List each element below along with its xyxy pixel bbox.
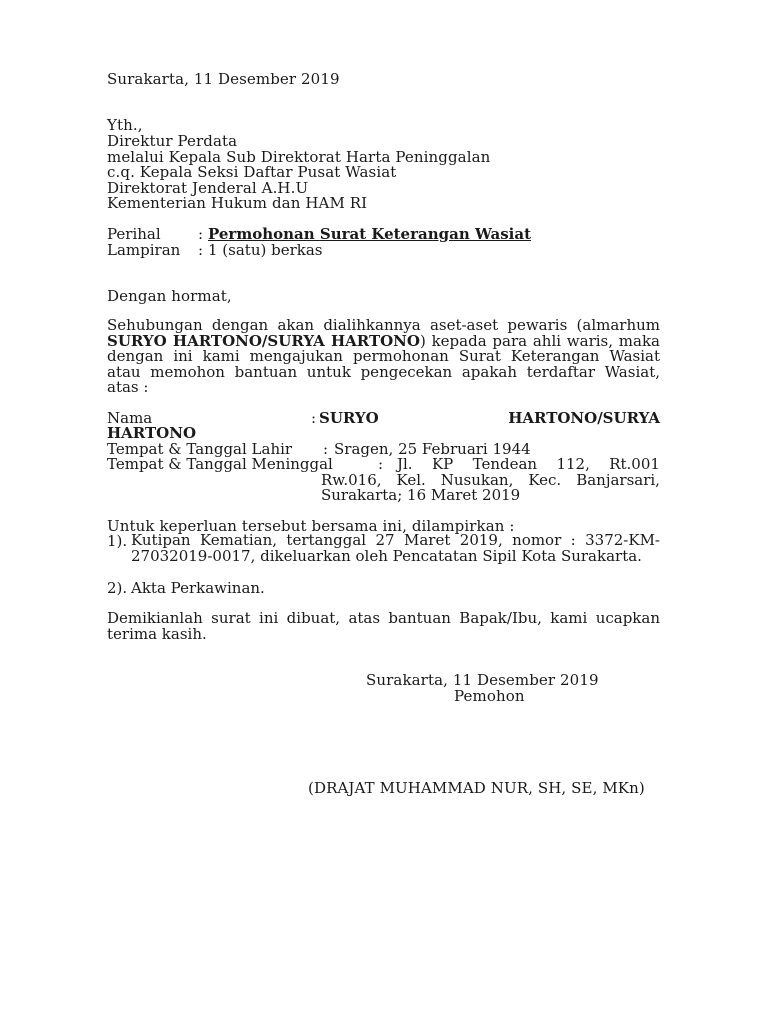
nama-label: Nama (107, 409, 153, 427)
address-word: Rw.016, (321, 471, 382, 489)
address-word: Jl. (397, 455, 413, 473)
recipient-line: Direktur Perdata (107, 132, 238, 150)
attachment-text: Kutipan Kematian, tertanggal 27 Maret 2019, nomor : 3372-KM-27032019-0017, dikeluarkan oleh Pencatatan Sipil Kota Surakarta. (131, 531, 660, 565)
body-intro-part2: ) kepada para ahli waris, maka dengan ini kami mengajukan permohonan Surat Keterangan Wasiat atau memohon bantuan untuk pengecekan apakah terdaftar Wasiat, atas : (107, 331, 660, 396)
meninggal-sep: : (378, 455, 384, 473)
meninggal-address-line3: Surakarta; 16 Maret 2019 (321, 486, 521, 504)
address-word: KP (431, 455, 454, 473)
lahir-value: Sragen, 25 Februari 1944 (334, 440, 531, 458)
meninggal-label: Tempat & Tanggal Meninggal (107, 455, 333, 473)
recipient-line: c.q. Kepala Seksi Daftar Pusat Wasiat (107, 163, 397, 181)
letter-date: Surakarta, 11 Desember 2019 (107, 70, 340, 88)
attachment-number: 1). (107, 532, 128, 550)
address-word: Banjarsari, (576, 471, 660, 489)
perihal-value: Permohonan Surat Keterangan Wasiat (208, 225, 532, 243)
address-word: Kel. (396, 471, 426, 489)
lampiran-value: 1 (satu) berkas (208, 241, 323, 259)
heir-name-bold: SURYO HARTONO/SURYA HARTONO (107, 331, 420, 350)
signatory-name: (DRAJAT MUHAMMAD NUR, SH, SE, MKn) (308, 779, 645, 797)
recipient-line: Direktorat Jenderal A.H.U (107, 179, 309, 197)
recipient-salutation: Yth., (107, 116, 143, 134)
signature-role: Pemohon (454, 687, 525, 705)
closing-paragraph: Demikianlah surat ini dibuat, atas bantuan Bapak/Ibu, kami ucapkan terima kasih. (107, 609, 660, 643)
perihal-sep: : (198, 225, 204, 243)
recipient-line: melalui Kepala Sub Direktorat Harta Peninggalan (107, 148, 491, 166)
lahir-sep: : (323, 440, 329, 458)
attachments-intro: Untuk keperluan tersebut bersama ini, dilampirkan : (107, 517, 515, 535)
address-word: Kec. (528, 471, 562, 489)
nama-sep: : (311, 409, 317, 427)
address-word: 112, (556, 455, 590, 473)
body-intro-part1: Sehubungan dengan akan dialihkannya aset-aset pewaris (almarhum (107, 316, 660, 334)
nama-value-line1 (319, 410, 660, 427)
lampiran-label: Lampiran (107, 241, 181, 259)
address-word: Nusukan, (440, 471, 514, 489)
greeting: Dengan hormat, (107, 287, 232, 305)
nama-value-line2: HARTONO (107, 424, 197, 442)
perihal-label: Perihal (107, 225, 161, 243)
address-word: Rt.001 (609, 455, 660, 473)
attachment-number: 2). (107, 579, 128, 597)
body-intro-paragraph (107, 318, 660, 396)
lahir-label: Tempat & Tanggal Lahir (107, 440, 293, 458)
nama-value-word: HARTONO/SURYA (508, 409, 660, 427)
signature-date: Surakarta, 11 Desember 2019 (366, 671, 599, 689)
attachment-text: Akta Perkawinan. (131, 579, 265, 597)
recipient-line: Kementerian Hukum dan HAM RI (107, 194, 368, 212)
lampiran-sep: : (198, 241, 204, 259)
nama-value-word: SURYO (319, 409, 379, 427)
address-word: Tendean (472, 455, 538, 473)
